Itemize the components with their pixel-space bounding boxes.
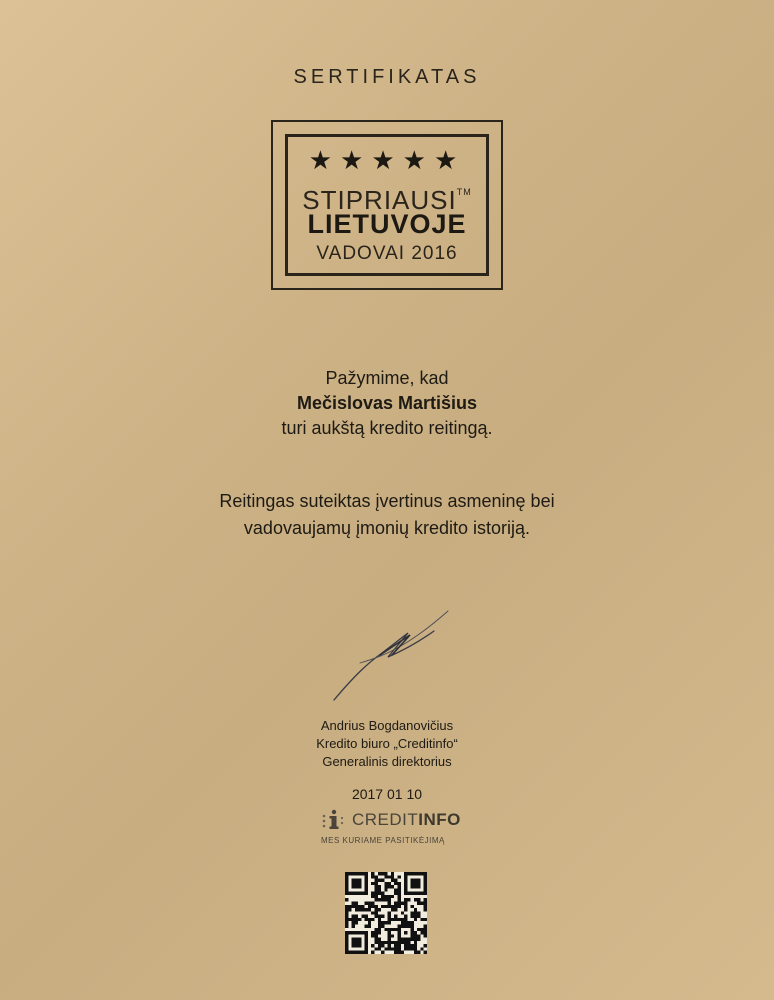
- certification-statement: [0, 366, 774, 441]
- recipient-name: Mečislovas Martišius: [296, 393, 478, 413]
- explanation-line-2: vadovaujamų įmonių kredito istoriją.: [243, 518, 531, 538]
- explanation-line-1: Reitingas suteiktas įvertinus asmeninę bei: [219, 491, 555, 511]
- badge-line-2: LIETUVOJE: [307, 209, 467, 239]
- creditinfo-mark-icon: [321, 808, 345, 832]
- certificate-title: SERTIFIKATAS: [293, 66, 481, 88]
- creditinfo-tagline: MES KURIAME PASITIKĖJIMĄ: [321, 836, 445, 845]
- signer-block: [0, 717, 774, 771]
- signer-position: Generalinis direktorius: [322, 754, 452, 769]
- issue-date: 2017 01 10: [351, 786, 423, 802]
- signature: [330, 605, 460, 705]
- statement-outro: turi aukštą kredito reitingą.: [281, 418, 493, 438]
- wordmark-regular: CREDIT: [352, 810, 419, 829]
- award-badge: [271, 120, 503, 290]
- award-badge-frame: [285, 134, 489, 276]
- qr-code: [345, 872, 427, 954]
- badge-line-3: VADOVAI 2016: [316, 243, 458, 264]
- wordmark-bold: INFO: [418, 810, 461, 829]
- statement-intro: Pažymime, kad: [325, 368, 449, 388]
- trademark-mark: TM: [456, 187, 472, 197]
- creditinfo-logo: [318, 806, 468, 850]
- creditinfo-wordmark: [352, 810, 461, 830]
- signer-name: Andrius Bogdanovičius: [320, 718, 454, 733]
- signer-organization: Kredito biuro „Creditinfo“: [316, 736, 458, 751]
- rating-explanation: [0, 488, 774, 542]
- badge-line-1-text: STIPRIAUSI: [302, 185, 457, 215]
- rating-stars: ★★★★★: [308, 145, 466, 175]
